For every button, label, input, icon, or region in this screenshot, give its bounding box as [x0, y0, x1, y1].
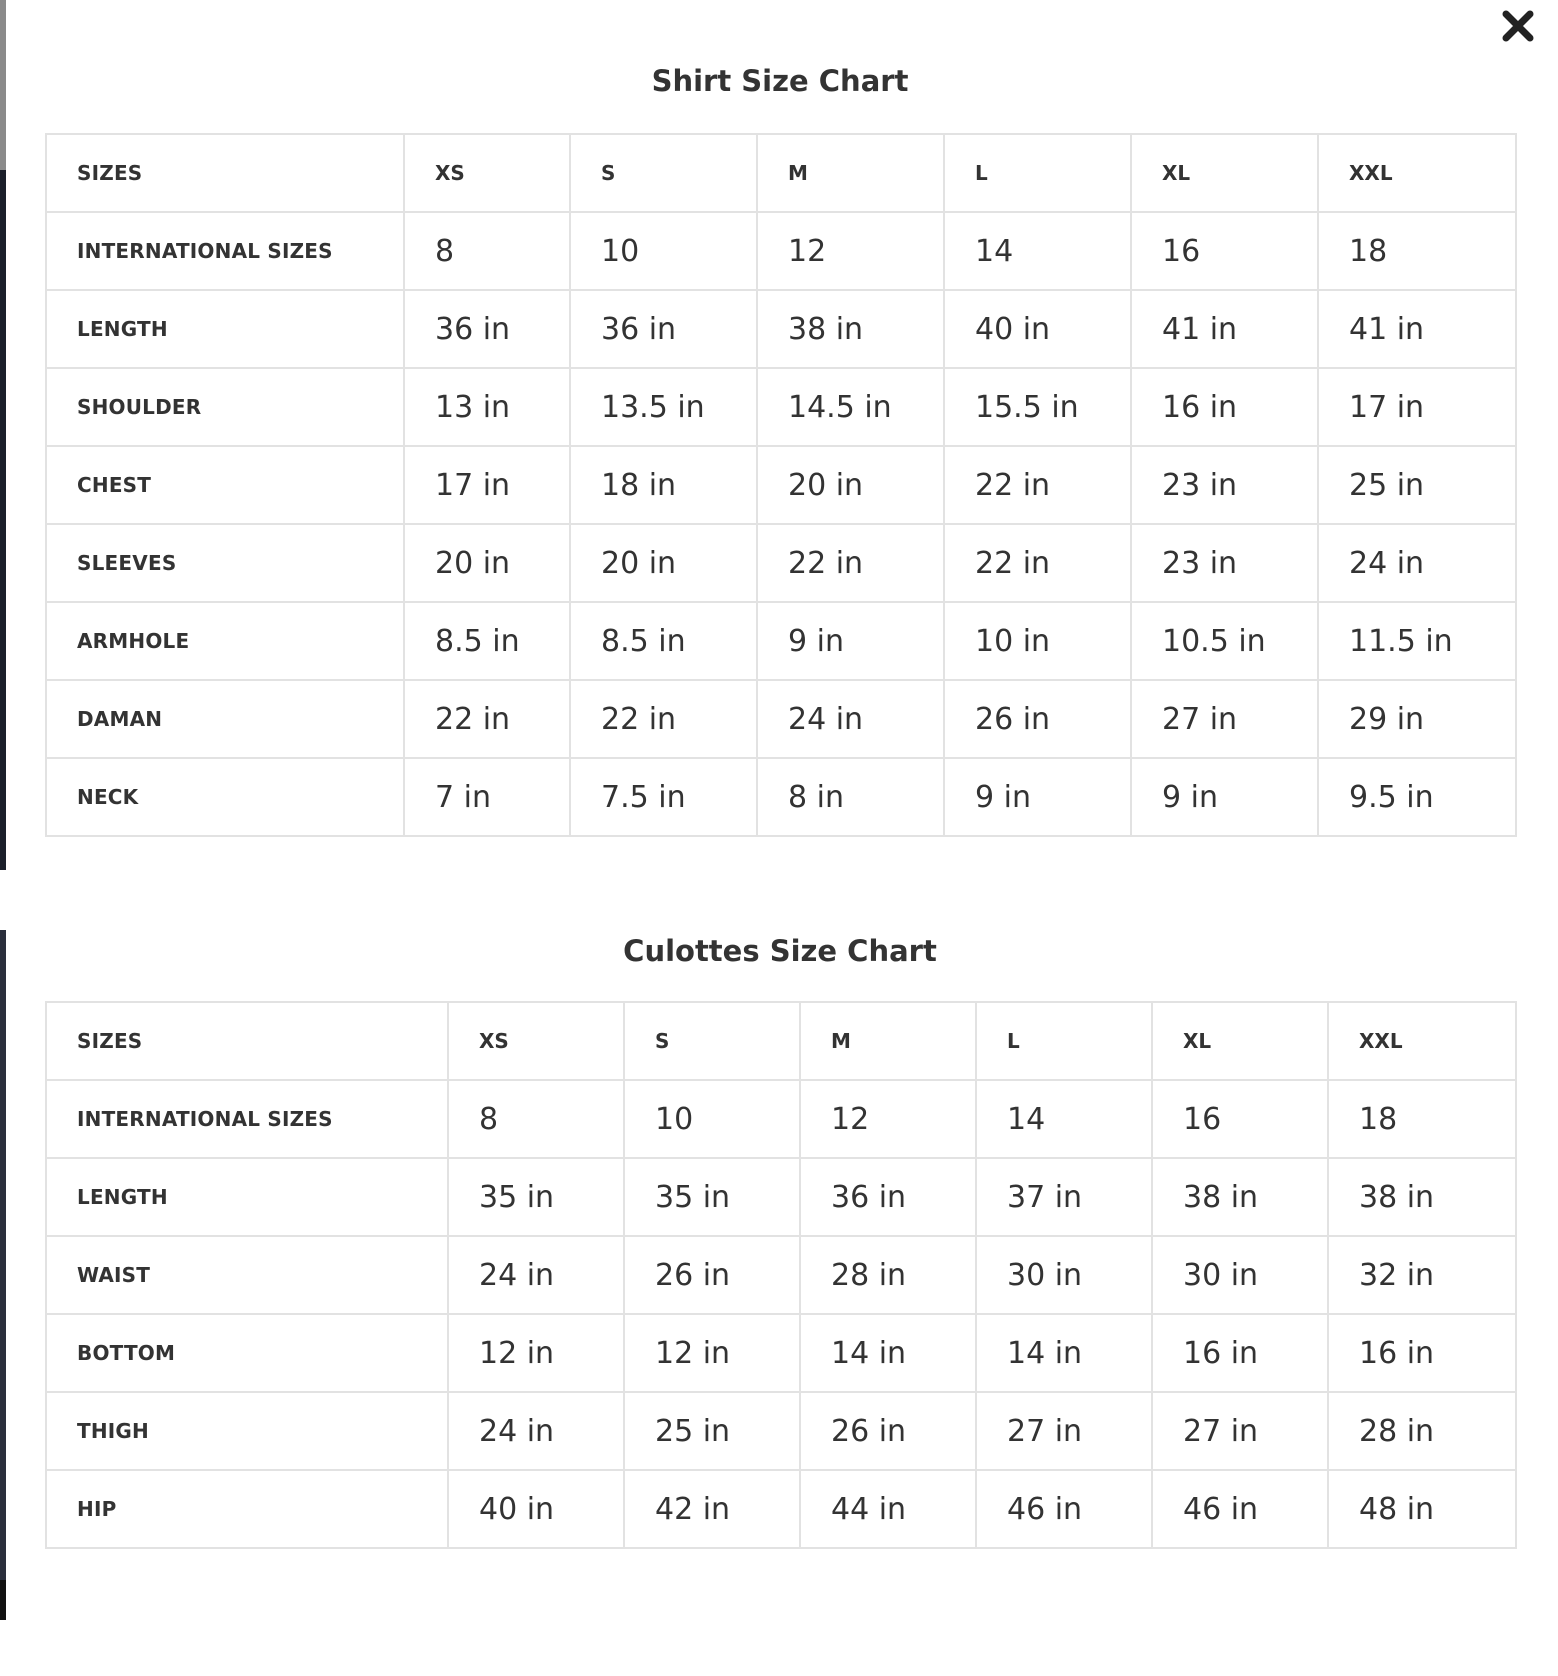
shirt-value-cell: 22 in	[944, 524, 1131, 602]
shirt-row-label: DAMAN	[46, 680, 404, 758]
culottes-row-label: THIGH	[46, 1392, 448, 1470]
shirt-value-cell: 8	[404, 212, 570, 290]
culottes-value-cell: 37 in	[976, 1158, 1152, 1236]
shirt-value-cell: 9 in	[944, 758, 1131, 836]
close-icon	[1498, 6, 1538, 46]
culottes-value-cell: 38 in	[1152, 1158, 1328, 1236]
shirt-value-cell: 16	[1131, 212, 1318, 290]
shirt-value-cell: 11.5 in	[1318, 602, 1516, 680]
shirt-value-cell: 40 in	[944, 290, 1131, 368]
culottes-value-cell: 38 in	[1328, 1158, 1516, 1236]
culottes-value-cell: 14 in	[800, 1314, 976, 1392]
culottes-table-row	[46, 1158, 1516, 1236]
culottes-value-cell: 12 in	[448, 1314, 624, 1392]
culottes-value-cell: 32 in	[1328, 1236, 1516, 1314]
culottes-table-row	[46, 1314, 1516, 1392]
shirt-row-label: LENGTH	[46, 290, 404, 368]
shirt-value-cell: 7.5 in	[570, 758, 757, 836]
shirt-row-label: SLEEVES	[46, 524, 404, 602]
shirt-value-cell: 29 in	[1318, 680, 1516, 758]
shirt-value-cell: 38 in	[757, 290, 944, 368]
shirt-value-cell: 26 in	[944, 680, 1131, 758]
shirt-value-cell: 36 in	[570, 290, 757, 368]
shirt-value-cell: 25 in	[1318, 446, 1516, 524]
shirt-table-row	[46, 680, 1516, 758]
culottes-table-row	[46, 1236, 1516, 1314]
shirt-row-label: INTERNATIONAL SIZES	[46, 212, 404, 290]
shirt-header-cell: XL	[1131, 134, 1318, 212]
shirt-table-row	[46, 758, 1516, 836]
shirt-value-cell: 9.5 in	[1318, 758, 1516, 836]
shirt-header-cell: S	[570, 134, 757, 212]
shirt-size-table	[45, 133, 1517, 837]
culottes-table-row	[46, 1080, 1516, 1158]
shirt-value-cell: 24 in	[757, 680, 944, 758]
culottes-value-cell: 44 in	[800, 1470, 976, 1548]
culottes-value-cell: 16 in	[1328, 1314, 1516, 1392]
shirt-header-cell: M	[757, 134, 944, 212]
shirt-value-cell: 36 in	[404, 290, 570, 368]
culottes-value-cell: 40 in	[448, 1470, 624, 1548]
culottes-table-row	[46, 1470, 1516, 1548]
culottes-value-cell: 30 in	[976, 1236, 1152, 1314]
culottes-value-cell: 12 in	[624, 1314, 800, 1392]
shirt-table-row	[46, 368, 1516, 446]
shirt-header-row	[46, 134, 1516, 212]
shirt-value-cell: 23 in	[1131, 446, 1318, 524]
shirt-value-cell: 41 in	[1131, 290, 1318, 368]
culottes-header-cell: XXL	[1328, 1002, 1516, 1080]
shirt-value-cell: 22 in	[570, 680, 757, 758]
shirt-header-cell: XS	[404, 134, 570, 212]
shirt-value-cell: 17 in	[1318, 368, 1516, 446]
shirt-row-label: ARMHOLE	[46, 602, 404, 680]
culottes-row-label: WAIST	[46, 1236, 448, 1314]
culottes-value-cell: 27 in	[976, 1392, 1152, 1470]
culottes-row-label: HIP	[46, 1470, 448, 1548]
shirt-value-cell: 22 in	[404, 680, 570, 758]
culottes-value-cell: 10	[624, 1080, 800, 1158]
culottes-header-cell: S	[624, 1002, 800, 1080]
culottes-value-cell: 24 in	[448, 1392, 624, 1470]
shirt-value-cell: 10 in	[944, 602, 1131, 680]
shirt-value-cell: 15.5 in	[944, 368, 1131, 446]
shirt-row-label: CHEST	[46, 446, 404, 524]
culottes-value-cell: 28 in	[1328, 1392, 1516, 1470]
culottes-table-row	[46, 1392, 1516, 1470]
shirt-value-cell: 24 in	[1318, 524, 1516, 602]
culottes-header-cell: XL	[1152, 1002, 1328, 1080]
culottes-value-cell: 30 in	[1152, 1236, 1328, 1314]
culottes-header-cell: SIZES	[46, 1002, 448, 1080]
shirt-row-label: NECK	[46, 758, 404, 836]
culottes-value-cell: 35 in	[448, 1158, 624, 1236]
culottes-value-cell: 28 in	[800, 1236, 976, 1314]
culottes-value-cell: 27 in	[1152, 1392, 1328, 1470]
culottes-value-cell: 26 in	[800, 1392, 976, 1470]
shirt-value-cell: 14	[944, 212, 1131, 290]
culottes-value-cell: 16	[1152, 1080, 1328, 1158]
shirt-value-cell: 8.5 in	[570, 602, 757, 680]
shirt-value-cell: 8.5 in	[404, 602, 570, 680]
shirt-value-cell: 8 in	[757, 758, 944, 836]
culottes-row-label: BOTTOM	[46, 1314, 448, 1392]
culottes-value-cell: 36 in	[800, 1158, 976, 1236]
shirt-value-cell: 9 in	[1131, 758, 1318, 836]
shirt-table-row	[46, 212, 1516, 290]
culottes-header-cell: XS	[448, 1002, 624, 1080]
shirt-header-cell: SIZES	[46, 134, 404, 212]
shirt-value-cell: 18	[1318, 212, 1516, 290]
shirt-value-cell: 12	[757, 212, 944, 290]
shirt-table-row	[46, 446, 1516, 524]
culottes-chart-title: Culottes Size Chart	[623, 934, 937, 968]
shirt-row-label: SHOULDER	[46, 368, 404, 446]
culottes-header-row	[46, 1002, 1516, 1080]
culottes-value-cell: 25 in	[624, 1392, 800, 1470]
culottes-value-cell: 8	[448, 1080, 624, 1158]
culottes-value-cell: 35 in	[624, 1158, 800, 1236]
shirt-value-cell: 14.5 in	[757, 368, 944, 446]
shirt-value-cell: 9 in	[757, 602, 944, 680]
shirt-value-cell: 22 in	[757, 524, 944, 602]
shirt-value-cell: 13.5 in	[570, 368, 757, 446]
shirt-chart-title: Shirt Size Chart	[651, 64, 909, 98]
shirt-table-row	[46, 602, 1516, 680]
shirt-header-cell: L	[944, 134, 1131, 212]
shirt-header-cell: XXL	[1318, 134, 1516, 212]
culottes-value-cell: 14 in	[976, 1314, 1152, 1392]
shirt-value-cell: 17 in	[404, 446, 570, 524]
shirt-value-cell: 22 in	[944, 446, 1131, 524]
culottes-header-cell: L	[976, 1002, 1152, 1080]
shirt-value-cell: 10.5 in	[1131, 602, 1318, 680]
culottes-size-table	[45, 1001, 1517, 1549]
shirt-table-row	[46, 524, 1516, 602]
shirt-value-cell: 7 in	[404, 758, 570, 836]
culottes-value-cell: 24 in	[448, 1236, 624, 1314]
culottes-header-cell: M	[800, 1002, 976, 1080]
shirt-value-cell: 20 in	[570, 524, 757, 602]
culottes-value-cell: 48 in	[1328, 1470, 1516, 1548]
culottes-value-cell: 14	[976, 1080, 1152, 1158]
background-page-edge	[0, 0, 6, 1676]
culottes-value-cell: 42 in	[624, 1470, 800, 1548]
culottes-value-cell: 46 in	[976, 1470, 1152, 1548]
shirt-value-cell: 23 in	[1131, 524, 1318, 602]
culottes-row-label: LENGTH	[46, 1158, 448, 1236]
culottes-value-cell: 46 in	[1152, 1470, 1328, 1548]
shirt-value-cell: 13 in	[404, 368, 570, 446]
shirt-value-cell: 10	[570, 212, 757, 290]
shirt-value-cell: 20 in	[757, 446, 944, 524]
culottes-row-label: INTERNATIONAL SIZES	[46, 1080, 448, 1158]
culottes-value-cell: 16 in	[1152, 1314, 1328, 1392]
shirt-value-cell: 27 in	[1131, 680, 1318, 758]
shirt-table-row	[46, 290, 1516, 368]
close-button[interactable]	[1498, 6, 1538, 46]
shirt-value-cell: 18 in	[570, 446, 757, 524]
shirt-value-cell: 20 in	[404, 524, 570, 602]
culottes-value-cell: 18	[1328, 1080, 1516, 1158]
culottes-value-cell: 26 in	[624, 1236, 800, 1314]
culottes-value-cell: 12	[800, 1080, 976, 1158]
shirt-value-cell: 16 in	[1131, 368, 1318, 446]
shirt-value-cell: 41 in	[1318, 290, 1516, 368]
